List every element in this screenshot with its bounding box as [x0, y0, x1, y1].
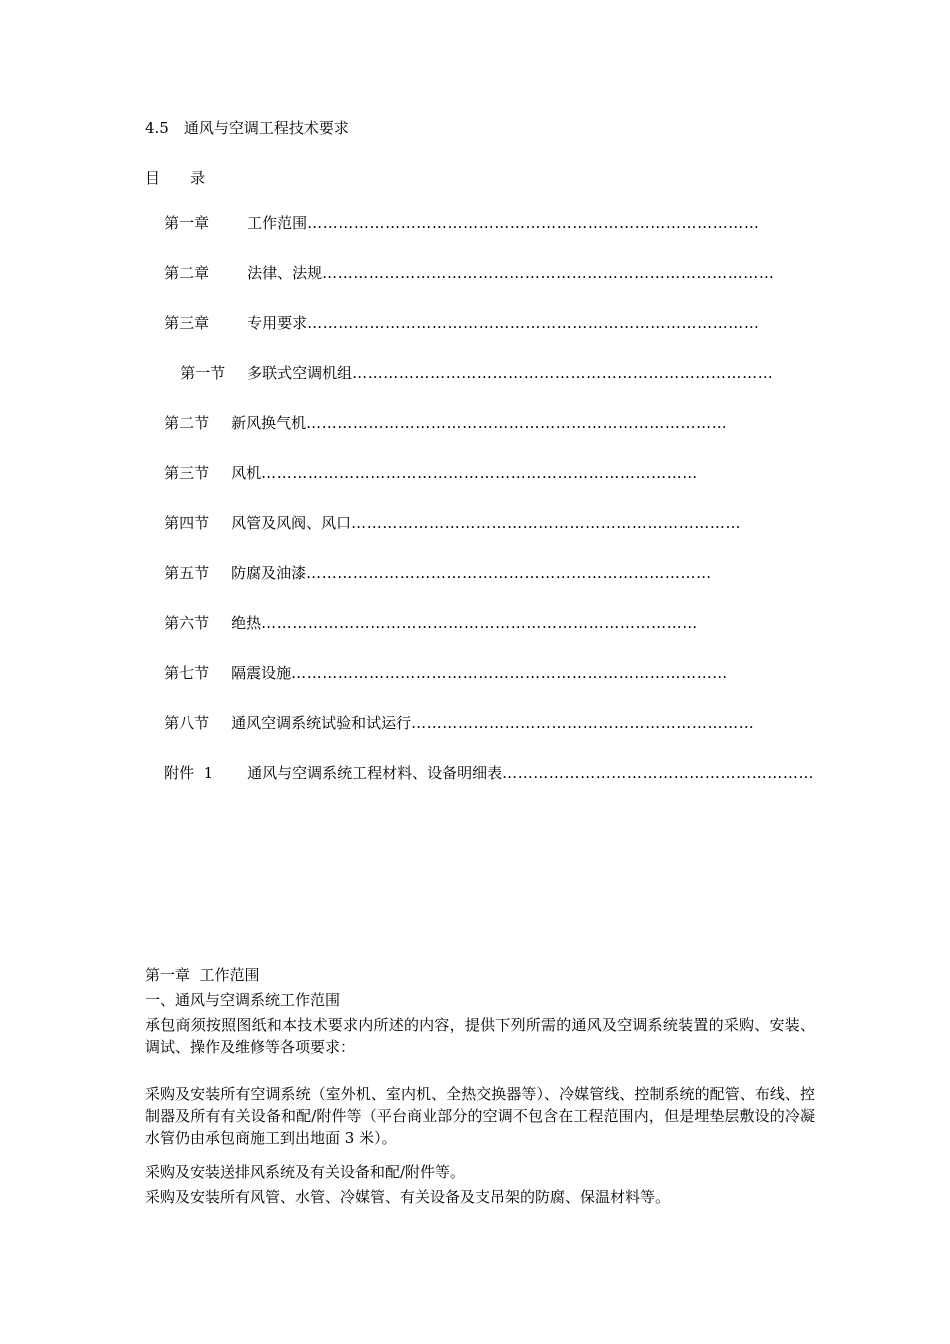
- toc-entry-number: 第四节: [164, 514, 210, 532]
- toc-leader-dots: ……………………………………………………………………………: [307, 214, 760, 232]
- toc-entry-title: 绝热: [231, 614, 262, 632]
- toc-leader-dots: …………………………………………………………………: [351, 514, 742, 532]
- toc-entry-title: 专用要求: [247, 314, 308, 332]
- toc-entry-number: 第二节: [164, 414, 210, 432]
- paragraph: 承包商须按照图纸和本技术要求内所述的内容，提供下列所需的通风及空调系统装置的采购、安装、调试、操作及维修等各项要求：: [145, 1016, 815, 1056]
- toc-leader-dots: ………………………………………………………………………: [352, 364, 774, 382]
- toc-entry-title: 通风与空调系统工程材料、设备明细表: [247, 764, 503, 782]
- toc-entry-title: 工作范围: [247, 214, 308, 232]
- toc-leader-dots: ………………………………………………………………………: [306, 414, 728, 432]
- toc-entry-title: 多联式空调机组: [247, 364, 353, 382]
- paragraph: 采购及安装所有风管、水管、冷媒管、有关设备及支吊架的防腐、保温材料等。: [145, 1188, 671, 1206]
- toc-entry-title: 法律、法规: [247, 264, 323, 282]
- chapter-title: 第一章 工作范围: [145, 966, 260, 984]
- toc-entry-number: 第六节: [164, 614, 210, 632]
- section-title: 一、通风与空调系统工作范围: [145, 991, 341, 1009]
- toc-entry-title: 风机: [231, 464, 262, 482]
- toc-leader-dots: …………………………………………………………………………: [261, 614, 698, 632]
- toc-title: 目 录: [145, 169, 206, 187]
- toc-entry-number: 附件 1: [164, 764, 214, 782]
- paragraph: 采购及安装所有空调系统（室外机、室内机、全热交换器等）、冷媒管线、控制系统的配管、布线、控制器及所有有关设备和配/附件等（平台商业部分的空调不包含在工程范围内，但是埋垫层敷设的冷凝水管仍由承包商施工到出地面 3 米）。: [145, 1085, 815, 1147]
- toc-entry[interactable]: [145, 743, 814, 803]
- toc-entry-number: 第八节: [164, 714, 210, 732]
- toc-entry-number: 第二章: [164, 264, 210, 282]
- toc-entry-number: 第一节: [180, 364, 226, 382]
- toc-leader-dots: …………………………………………………………………………: [291, 664, 728, 682]
- toc-entry-title: 通风空调系统试验和试运行: [231, 714, 412, 732]
- toc-leader-dots: ……………………………………………………………………………: [322, 264, 775, 282]
- toc-entry-number: 第五节: [164, 564, 210, 582]
- section-heading: 4.5 通风与空调工程技术要求: [145, 119, 349, 137]
- toc-entry-title: 风管及风阀、风口: [231, 514, 352, 532]
- toc-entry-title: 隔震设施: [231, 664, 292, 682]
- toc-leader-dots: …………………………………………………………………………: [261, 464, 698, 482]
- toc-entry-title: 新风换气机: [231, 414, 307, 432]
- toc-entry-number: 第一章: [164, 214, 210, 232]
- toc-entry-number: 第七节: [164, 664, 210, 682]
- toc-leader-dots: ……………………………………………………: [502, 764, 815, 782]
- toc-leader-dots: ……………………………………………………………………: [306, 564, 712, 582]
- toc-entry-number: 第三章: [164, 314, 210, 332]
- paragraph: 采购及安装送排风系统及有关设备和配/附件等。: [145, 1163, 466, 1181]
- toc-leader-dots: …………………………………………………………: [411, 714, 755, 732]
- toc-leader-dots: ……………………………………………………………………………: [307, 314, 760, 332]
- toc-entry-number: 第三节: [164, 464, 210, 482]
- toc-entry-title: 防腐及油漆: [231, 564, 307, 582]
